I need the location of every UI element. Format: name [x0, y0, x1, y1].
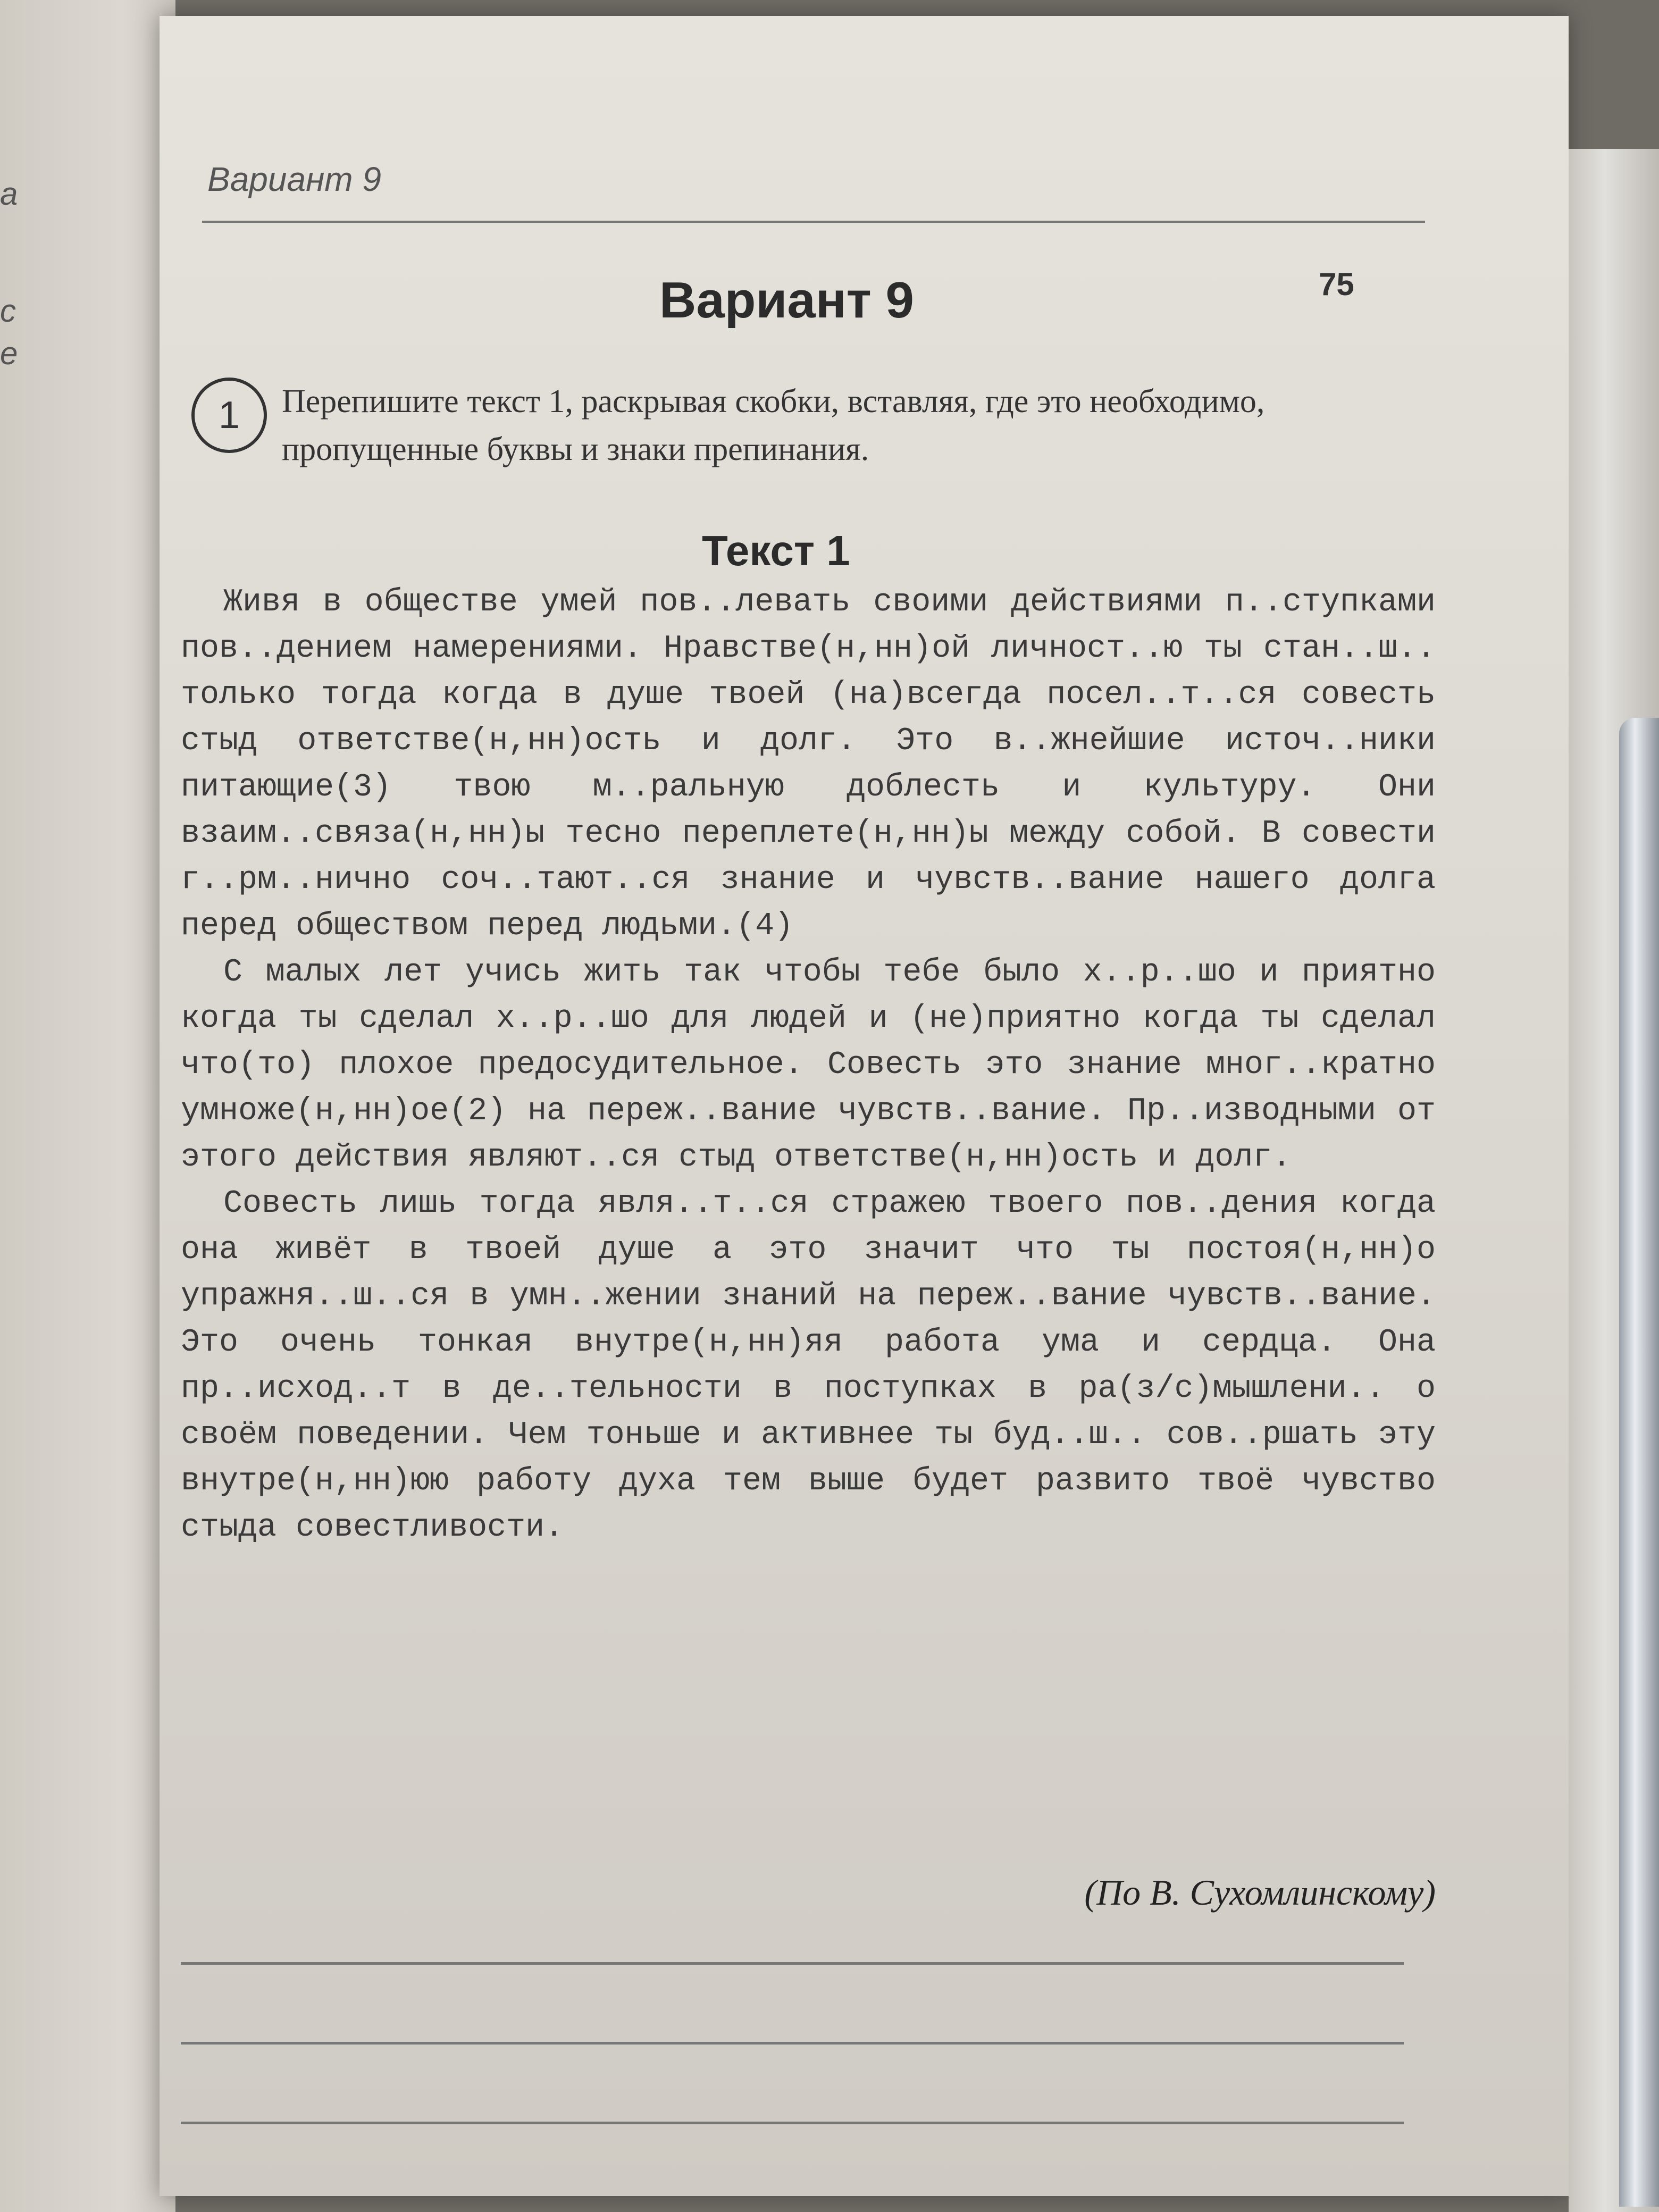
- text-paragraph: Живя в обществе умей пов..левать своими действиями п..ступками пов..дением намерениями. Нравстве(н,нн)ой личност..ю ты стан..ш.. только тогда когда в душе твоей (на)всегда посел..т..ся совесть стыд ответстве(н,нн)ость и долг. Это в..жнейшие источ..ники питающие(3) твою м..ральную доблесть и культуру. Они взаим..связа(н,нн)ы тесно переплете(н,нн)ы между собой. В совести г..рм..нично соч..тают..ся знание и чувств..вание нашего долга перед обществом перед людьми.(4): [181, 584, 1436, 944]
- book-page: [160, 16, 1569, 2196]
- task-number-badge: 1: [191, 378, 267, 453]
- text-body: [181, 580, 1436, 1551]
- attribution: (По В. Сухомлинскому): [1084, 1872, 1436, 1913]
- task-block: [191, 378, 1436, 473]
- header-rule: [202, 221, 1425, 223]
- answer-line: [181, 1962, 1404, 1965]
- left-page-fragment: с: [0, 293, 16, 329]
- left-page-fragment: е: [0, 336, 18, 371]
- page-title: Вариант 9: [659, 272, 914, 329]
- answer-line: [181, 2042, 1404, 2045]
- text-paragraph: С малых лет учись жить так чтобы тебе было х..р..шо и приятно когда ты сделал х..р..шо для людей и (не)приятно когда ты сделал что(то) плохое предосудительное. Совесть это знание мног..кратно умноже(н,нн)ое(2) на переж..вание чувств..вание. Пр..изводными от этого действия являют..ся стыд ответстве(н,нн)ость и долг.: [181, 954, 1436, 1176]
- left-page-fragment: а: [0, 176, 18, 212]
- text-paragraph: Совесть лишь тогда явля..т..ся стражею твоего пов..дения когда она живёт в твоей душе а это значит что ты постоя(н,нн)о упражня..ш..ся в умн..жении знаний на переж..вание чувств..вание. Это очень тонкая внутре(н,нн)яя работа ума и сердца. Она пр..исход..т в де..тельности в поступках в ра(з/с)мышлени.. о своём поведении. Чем тоньше и активнее ты буд..ш.. сов..ршать эту внутре(н,нн)юю работу духа тем выше будет развито твоё чувство стыда совестливости.: [181, 1186, 1436, 1546]
- left-page: [0, 0, 175, 2212]
- page-number: 75: [1319, 266, 1354, 302]
- task-instruction: Перепишите текст 1, раскрывая скобки, вставляя, где это необходимо, пропущенные буквы и знаки препинания.: [282, 383, 1265, 467]
- pen: [1619, 718, 1659, 2207]
- section-title: Текст 1: [702, 527, 850, 574]
- running-head: Вариант 9: [207, 160, 381, 198]
- answer-line: [181, 2122, 1404, 2124]
